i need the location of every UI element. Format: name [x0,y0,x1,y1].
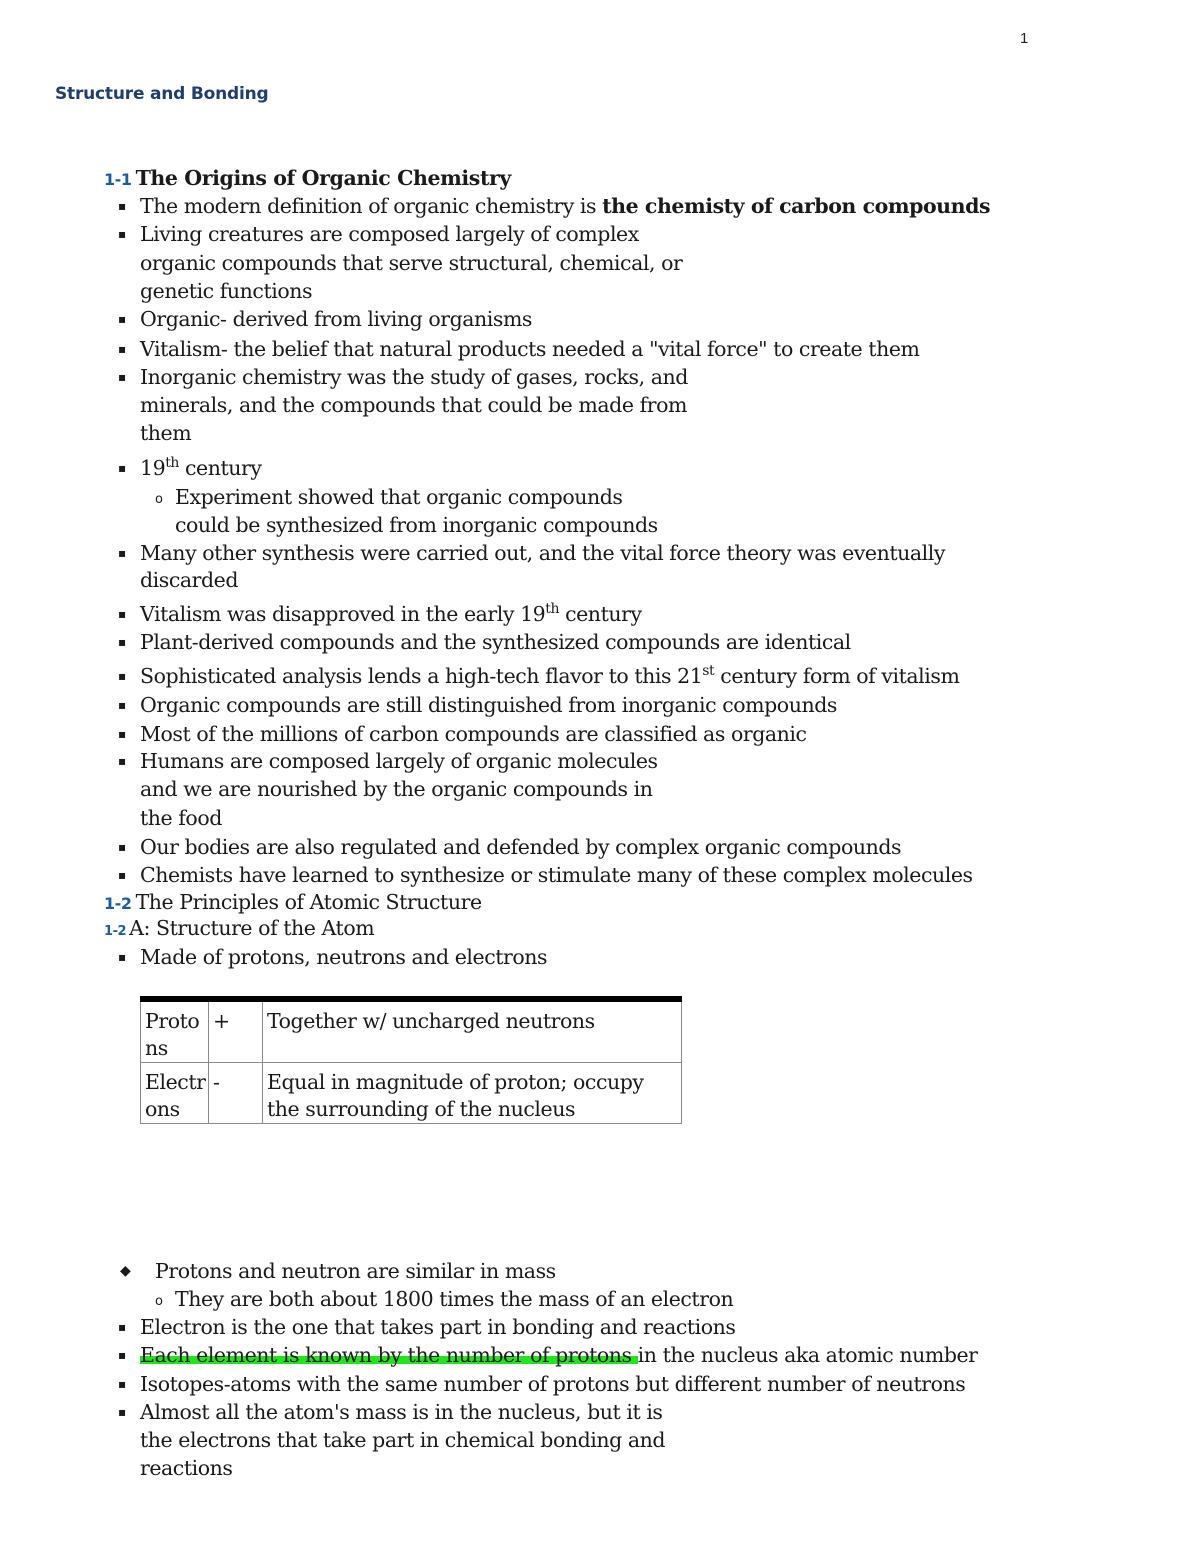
table-cell-particle: Electrons [141,1063,209,1124]
list-item [118,305,532,333]
list-item-highlighted [118,1341,978,1369]
list-item [118,192,990,220]
list-item-continuation: reactions [140,1456,233,1480]
bullet-marker: ▪ [118,635,126,649]
list-item-text: Vitalism was disapproved in the early 19 [140,602,546,626]
bullet-marker: ▪ [118,607,126,621]
list-item [118,454,262,482]
sub-list-item [155,483,622,514]
list-item-text: Vitalism- the belief that natural products needed a "vital force" to create them [140,337,920,361]
list-item-text: Protons and neutron are similar in mass [155,1259,556,1283]
list-item [118,335,920,363]
bullet-marker: ▪ [118,1405,126,1419]
list-item [118,833,901,861]
list-item-text: The modern definition of organic chemistry is [140,194,603,218]
bullet-marker: ▪ [118,370,126,384]
list-item-text: Electron is the one that takes part in bonding and reactions [140,1315,736,1339]
list-item-text: Chemists have learned to synthesize or stimulate many of these complex molecules [140,863,973,887]
list-item-text: They are both about 1800 times the mass of an electron [175,1287,734,1311]
bullet-marker: ▪ [118,950,126,964]
list-item [118,662,959,690]
section-title: The Principles of Atomic Structure [135,890,482,914]
table-cell-charge: + [209,999,263,1063]
superscript: th [165,455,179,471]
list-item [118,220,639,248]
list-item-text: Almost all the atom's mass is in the nucleus, but it is [140,1400,663,1424]
bullet-marker: ▪ [118,312,126,326]
table-cell-charge: - [209,1063,263,1124]
section-title: The Origins of Organic Chemistry [135,166,511,190]
list-item-text: Humans are composed largely of organic molecules [140,749,658,773]
bullet-marker: ▪ [118,342,126,356]
bullet-marker: ▪ [118,1320,126,1334]
list-item-text: Isotopes-atoms with the same number of protons but different number of neutrons [140,1372,966,1396]
bullet-marker: ▪ [118,227,126,241]
list-item [118,1370,965,1398]
bullet-marker: ▪ [118,840,126,854]
list-item [118,861,973,889]
highlighted-text: Each element is known by the number of protons [140,1343,638,1367]
list-item-bold-text: the chemisty of carbon compounds [602,194,991,218]
sub-bullet-marker: o [155,1294,163,1309]
list-item-text: century [178,456,262,480]
bullet-marker: ▪ [118,727,126,741]
bullet-marker: ▪ [118,199,126,213]
list-item-text: Plant-derived compounds and the synthesized compounds are identical [140,630,851,654]
section-number: 1-1 [104,170,132,189]
list-item-text: Most of the millions of carbon compounds are classified as organic [140,722,807,746]
list-item-text: in the nucleus aka atomic number [637,1343,978,1367]
subsection-title: A: Structure of the Atom [129,916,375,940]
bullet-marker: ▪ [118,461,126,475]
list-item-continuation: could be synthesized from inorganic compounds [175,513,658,537]
bullet-marker: ▪ [118,1348,126,1362]
table-row [141,999,682,1063]
list-item-continuation: the food [140,806,222,830]
subsection-heading [104,914,374,946]
list-item-text: Living creatures are composed largely of complex [140,222,639,246]
bullet-marker: ▪ [118,546,126,560]
superscript: st [702,663,715,679]
list-item-text: Made of protons, neutrons and electrons [140,945,548,969]
list-item [118,720,807,748]
sub-bullet-marker: o [155,492,163,507]
list-item-continuation: the electrons that take part in chemical bonding and [140,1428,666,1452]
list-item-text: 19 [140,456,166,480]
list-item-continuation: genetic functions [140,279,313,303]
list-item-continuation: and we are nourished by the organic compounds in [140,777,653,801]
list-item-continuation: discarded [140,568,239,592]
particle-table [140,996,682,1124]
bullet-marker: ▪ [118,669,126,683]
list-item [120,1257,556,1285]
bullet-marker: ◆ [120,1263,131,1279]
superscript: th [545,601,560,617]
section-heading-1-1 [104,164,511,194]
list-item-text: Inorganic chemistry was the study of gases, rocks, and [140,365,688,389]
table-cell-particle: Protons [141,999,209,1063]
list-item [118,628,851,656]
page-number: 1 [1020,30,1029,47]
list-item [118,1398,663,1426]
document-header: Structure and Bonding [55,84,269,104]
bullet-marker: ▪ [118,868,126,882]
subsection-number: 1-2 [104,924,127,939]
table-cell-note: Together w/ uncharged neutrons [263,999,682,1063]
table-cell-note: Equal in magnitude of proton; occupy the surrounding of the nucleus [263,1063,682,1124]
list-item [118,363,688,391]
list-item [118,539,945,567]
list-item [118,600,642,628]
list-item-text: Our bodies are also regulated and defended by complex organic compounds [140,835,902,859]
list-item-text: Experiment showed that organic compounds [175,485,623,509]
list-item-text: century [559,602,642,626]
list-item-continuation: minerals, and the compounds that could be made from [140,393,687,417]
list-item-text: Organic- derived from living organisms [140,307,532,331]
list-item-text: Organic compounds are still distinguished from inorganic compounds [140,693,837,717]
list-item [118,691,837,719]
list-item [118,943,547,971]
list-item-text: century form of vitalism [714,664,960,688]
sub-list-item [155,1285,733,1316]
list-item [118,747,658,775]
list-item-continuation: them [140,421,192,445]
bullet-marker: ▪ [118,754,126,768]
bullet-marker: ▪ [118,1377,126,1391]
section-number: 1-2 [104,894,132,913]
list-item [118,1313,736,1341]
list-item-continuation: organic compounds that serve structural, chemical, or [140,251,683,275]
table-row [141,1063,682,1124]
list-item-text: Many other synthesis were carried out, and the vital force theory was eventually [140,541,946,565]
bullet-marker: ▪ [118,698,126,712]
list-item-text: Sophisticated analysis lends a high-tech flavor to this 21 [140,664,703,688]
